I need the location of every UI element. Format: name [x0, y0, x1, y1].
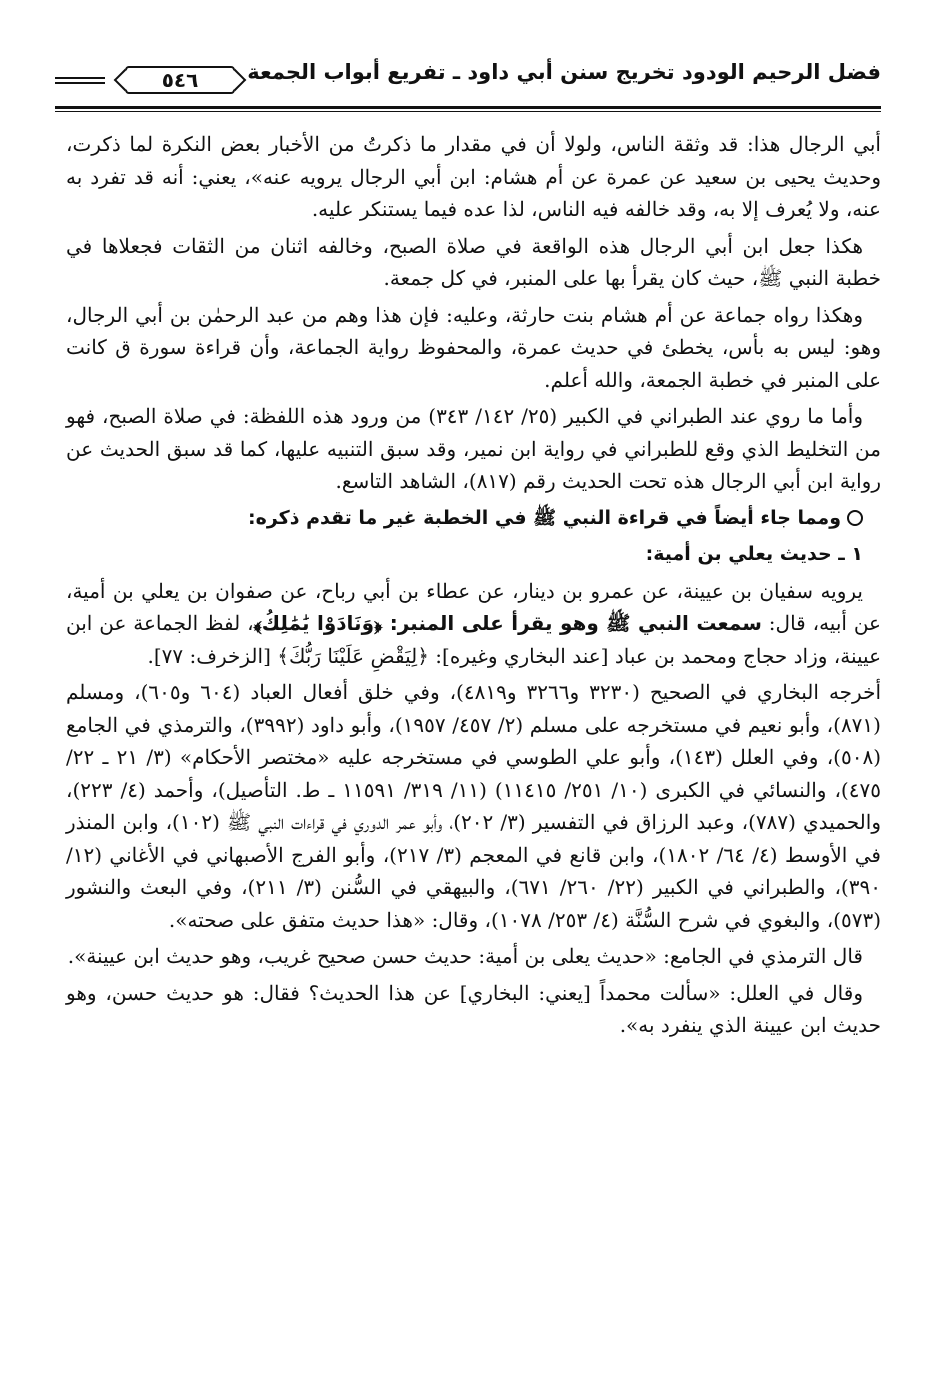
- section-heading: [66, 502, 881, 535]
- paragraph-text: يرويه سفيان بن عيينة، عن عمرو بن دينار، عن عطاء بن أبي رباح، عن صفوان بن يعلي بن أمية، عن أبيه، قال:: [66, 578, 881, 635]
- paragraph: وهكذا رواه جماعة عن أم هشام بنت حارثة، وعليه: فإن هذا وهم من عبد الرحمٰن بن أبي الرجال، وهو: ليس به بأس، يخطئ في حديث عمرة، والمحفوظ رواية الجماعة، وأن قراءة سورة ق كانت على المنبر في خطبة الجمعة، والله أعلم.: [66, 302, 881, 392]
- page-number-ornament: [55, 66, 243, 94]
- book-title: فضل الرحيم الودود تخريج سنن أبي داود ـ تفريع أبواب الجمعة: [247, 60, 881, 84]
- circle-bullet-icon: [847, 510, 863, 526]
- paragraph: وقال في العلل: «سألت محمداً [يعني: البخاري] عن هذا الحديث؟ فقال: هو حديث حسن، وهو حديث ابن عيينة الذي ينفرد به».: [66, 980, 881, 1037]
- paragraph: أبي الرجال هذا: قد وثقة الناس، ولولا أن في مقدار ما ذكرتُ من الأخبار بعض النكرة لما ذكرت، وحديث يحيى بن سعيد عن عمرة عن أم هشام: ابن أبي الرجال يرويه عنه»، يعني: أنه قد تفرد به عنه، ولا يُعرف إلا به، وقد خالفه فيه الناس، لذا عده فيما يستنكر عليه.: [66, 132, 881, 221]
- section-heading-text: ومما جاء أيضاً في قراءة النبي ﷺ في الخطبة غير ما تقدم ذكره:: [248, 506, 841, 529]
- header-rule-thin: [55, 111, 881, 112]
- paragraph: قال الترمذي في الجامع: «حديث يعلى بن أمية: حديث حسن صحيح غريب، وهو حديث ابن عيينة».: [67, 944, 863, 968]
- paragraph-text: ، لفظ الجماعة عن ابن عيينة، وزاد حجاج ومحمد بن عباد [عند البخاري وغيره]: ﴿لِيَقْضِ عَلَيْنَا رَبُّكَ﴾ [الزخرف: ٧٧].: [66, 611, 881, 668]
- ornament-line: [55, 82, 105, 84]
- paragraph: هكذا جعل ابن أبي الرجال هذه الواقعة في صلاة الصبح، وخالفه اثنان من الثقات فجعلاها في خطبة النبي ﷺ، حيث كان يقرأ بها على المنبر، في كل جمعة.: [66, 233, 881, 290]
- hadith-text: سمعت النبي ﷺ وهو يقرأ على المنبر: ﴿وَنَادَوْا يَٰمَٰلِكُ﴾: [253, 611, 762, 635]
- subsection-heading: ١ ـ حديث يعلي بن أمية:: [645, 543, 863, 565]
- paragraph: [66, 575, 881, 673]
- page-body: [66, 128, 881, 1046]
- header-rule: [55, 106, 881, 109]
- paragraph: أخرجه البخاري في الصحيح (٣٢٣٠ و٣٢٦٦ و٤٨١٩)، وفي خلق أفعال العباد (٦٠٤ و٦٠٥)، ومسلم (٨٧١)، وأبو نعيم في مستخرجه على مسلم (٢/ ٤٥٧/ ١٩٥٧)، وأبو داود (٣٩٩٢)، والترمذي في الجامع (٥٠٨)، وفي العلل (١٤٣)، وأبو علي الطوسي في مستخرجه عليه «مختصر الأحكام» (٣/ ٢١ ـ ٢٢/ ٤٧٥)، والنسائي في الكبرى (١٠/ ٢٥١/ ١١٤١٥) (١١/ ٣١٩/ ١١٥٩١ ـ ط. التأصيل)، وأحمد (٤/ ٢٢٣)، والحميدي (٧٨٧)، وعبد الرزاق في التفسير (٣/ ٢٠٢)، وأبو عمر الدوري في قراءات النبي ﷺ (١٠٢)، وابن المنذر في الأوسط (٤/ ٦٤/ ١٨٠٢)، وابن قانع في المعجم (٣/ ٢١٧)، وأبو الفرج الأصبهاني في الأغاني (١٢/ ٣٩٠)، والطبراني في الكبير (٢٢/ ٢٦٠/ ٦٧١)، والبيهقي في السُّنن (٣/ ٢١١)، وفي البعث والنشور (٥٧٣)، والبغوي في شرح السُّنَّة (٤/ ٢٥٣/ ١٠٧٨)، وقال: «هذا حديث متفق على صحته».: [66, 680, 881, 932]
- running-header: [55, 58, 881, 106]
- paragraph: وأما ما روي عند الطبراني في الكبير (٢٥/ ١٤٢/ ٣٤٣) من ورود هذه اللفظة: في صلاة الصبح، فهو من التخليط الذي وقع للطبراني في رواية ابن نمير، وقد سبق التنبيه عليها، كما قد سبق الحديث عن رواية ابن أبي الرجال هذه تحت الحديث رقم (٨١٧)، الشاهد التاسع.: [66, 404, 881, 493]
- ornament-line: [55, 77, 105, 79]
- page-number: ٥٤٦: [125, 66, 235, 94]
